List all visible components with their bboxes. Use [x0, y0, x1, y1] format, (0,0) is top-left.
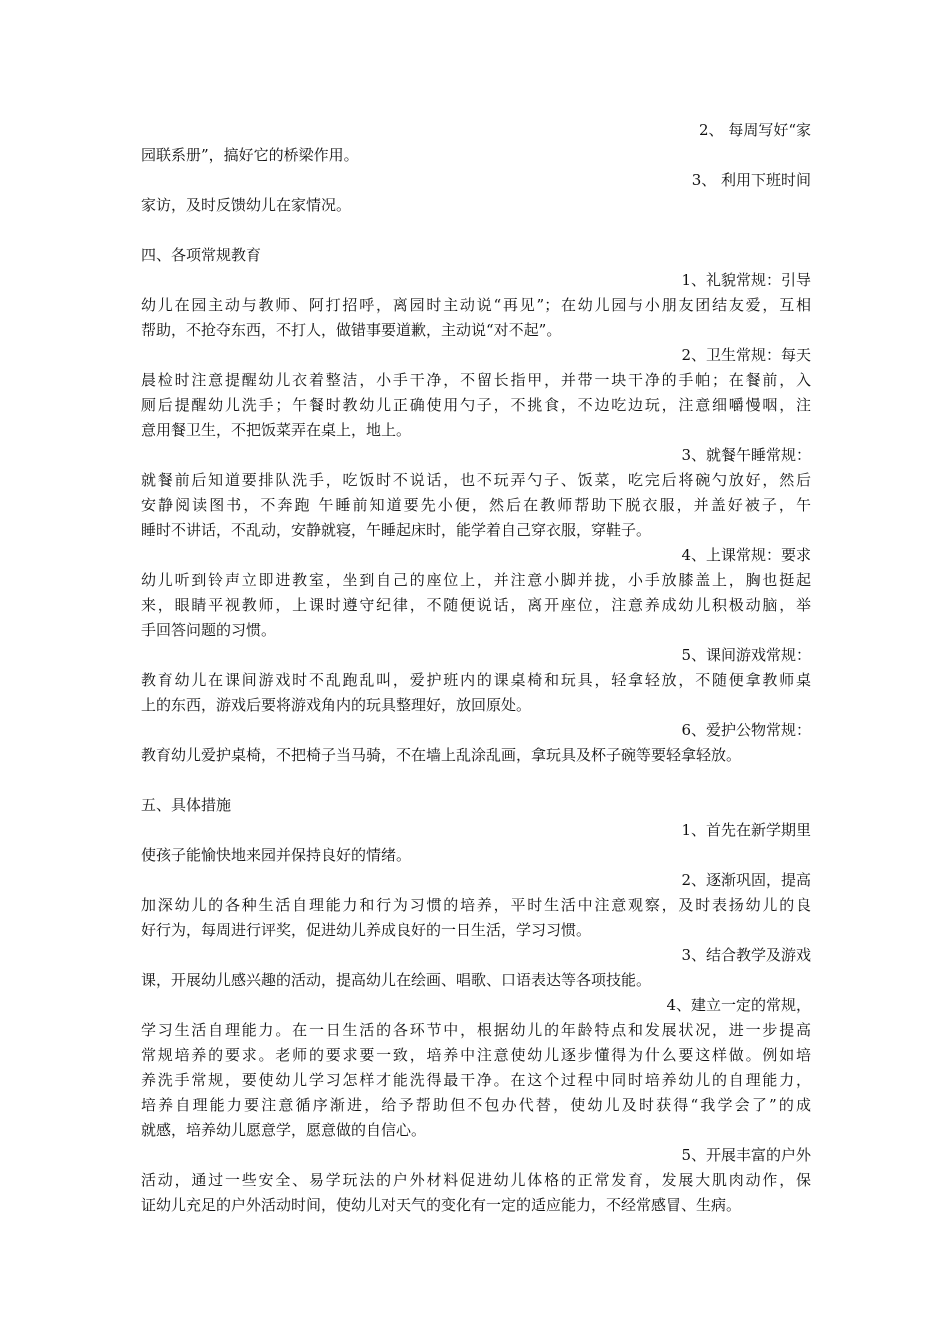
- item-line: 常规培养的要求。老师的要求要一致，培养中注意使幼儿逐步懂得为什么要这样做。例如培: [141, 1046, 811, 1064]
- routine-item-5: [141, 643, 811, 718]
- item-line: 园联系册”，搞好它的桥梁作用。: [141, 146, 359, 164]
- item-lead: 5、课间游戏常规：: [681, 646, 811, 664]
- item-line: 上的东西，游戏后要将游戏角内的玩具整理好，放回原处。: [141, 696, 532, 714]
- item-line: 养洗手常规，要使幼儿学习怎样才能洗得最干净。在这个过程中同时培养幼儿的自理能力，: [141, 1071, 811, 1089]
- item-line: 使孩子能愉快地来园并保持良好的情绪。: [141, 846, 412, 864]
- item-lead: 1、首先在新学期里: [681, 821, 811, 839]
- item-lead: 2、逐渐巩固，提高: [681, 871, 811, 889]
- item-line: 学习生活自理能力。在一日生活的各环节中，根据幼儿的年龄特点和发展状况，进一步提高: [141, 1021, 811, 1039]
- item-line: 厕后提醒幼儿洗手；午餐时教幼儿正确使用勺子，不挑食，不边吃边玩，注意细嚼慢咽，注: [141, 396, 811, 414]
- item-lead: 3、就餐午睡常规：: [681, 446, 811, 464]
- item-line: 意用餐卫生，不把饭菜弄在桌上，地上。: [141, 421, 412, 439]
- item-line: 教育幼儿在课间游戏时不乱跑乱叫，爱护班内的课桌椅和玩具，轻拿轻放，不随便拿教师桌: [141, 671, 811, 689]
- item-line: 好行为，每周进行评奖，促进幼儿养成良好的一日生活，学习习惯。: [141, 921, 592, 939]
- routine-item-6: [141, 718, 811, 768]
- item-lead: 4、建立一定的常规，: [666, 996, 811, 1014]
- item-lead: 3、结合教学及游戏: [681, 946, 811, 964]
- item-lead: 5、开展丰富的户外: [681, 1146, 811, 1164]
- measures-item-5: [141, 1143, 811, 1218]
- family-item-2: [141, 118, 811, 168]
- item-lead: 3、 利用下班时间: [691, 171, 811, 189]
- item-line: 教育幼儿爱护桌椅，不把椅子当马骑，不在墙上乱涂乱画，拿玩具及杯子碗等要轻拿轻放。: [141, 746, 742, 764]
- item-line: 来，眼睛平视教师，上课时遵守纪律，不随便说话，离开座位，注意养成幼儿积极动脑，举: [141, 596, 811, 614]
- item-lead: 2、卫生常规：每天: [681, 346, 811, 364]
- routine-item-3: [141, 443, 811, 543]
- measures-item-3: [141, 943, 811, 993]
- item-lead: 2、 每周写好“家: [699, 121, 811, 139]
- item-line: 培养自理能力要注意循序渐进，给予帮助但不包办代替，使幼儿及时获得“我学会了”的成: [141, 1096, 811, 1114]
- item-lead: 4、上课常规：要求: [681, 546, 811, 564]
- family-item-3: [141, 168, 811, 218]
- measures-item-4: [141, 993, 811, 1143]
- item-line: 帮助，不抢夺东西，不打人，做错事要道歉，主动说“对不起”。: [141, 321, 562, 339]
- item-line: 活动，通过一些安全、易学玩法的户外材料促进幼儿体格的正常发育，发展大肌肉动作，保: [141, 1171, 811, 1189]
- section-heading-routine: 四、各项常规教育: [141, 246, 262, 264]
- measures-item-2: [141, 868, 811, 943]
- document-page: [141, 118, 811, 1218]
- item-line: 睡时不讲话，不乱动，安静就寝，午睡起床时，能学着自己穿衣服，穿鞋子。: [141, 521, 652, 539]
- item-line: 安静阅读图书，不奔跑 午睡前知道要先小便，然后在教师帮助下脱衣服，并盖好被子，午: [141, 496, 811, 514]
- item-lead: 6、爱护公物常规：: [681, 721, 811, 739]
- item-line: 幼儿听到铃声立即进教室，坐到自己的座位上，并注意小脚并拢，小手放膝盖上，胸也挺起: [141, 571, 811, 589]
- item-line: 就感，培养幼儿愿意学，愿意做的自信心。: [141, 1121, 427, 1139]
- item-line: 加深幼儿的各种生活自理能力和行为习惯的培养，平时生活中注意观察，及时表扬幼儿的良: [141, 896, 811, 914]
- item-line: 就餐前后知道要排队洗手，吃饭时不说话，也不玩弄勺子、饭菜，吃完后将碗勺放好，然后: [141, 471, 811, 489]
- routine-item-2: [141, 343, 811, 443]
- section-heading-measures: 五、具体措施: [141, 796, 232, 814]
- item-line: 证幼儿充足的户外活动时间，使幼儿对天气的变化有一定的适应能力，不经常感冒、生病。: [141, 1196, 742, 1214]
- spacer: [141, 768, 811, 793]
- measures-item-1: [141, 818, 811, 868]
- routine-item-1: [141, 268, 811, 343]
- routine-item-4: [141, 543, 811, 643]
- item-line: 幼儿在园主动与教师、阿打招呼，离园时主动说“再见”；在幼儿园与小朋友团结友爱，互相: [141, 296, 811, 314]
- spacer: [141, 218, 811, 243]
- item-line: 课，开展幼儿感兴趣的活动，提高幼儿在绘画、唱歌、口语表达等各项技能。: [141, 971, 652, 989]
- item-line: 手回答问题的习惯。: [141, 621, 277, 639]
- item-line: 晨检时注意提醒幼儿衣着整洁，小手干净，不留长指甲，并带一块干净的手帕；在餐前，入: [141, 371, 811, 389]
- item-line: 家访，及时反馈幼儿在家情况。: [141, 196, 352, 214]
- item-lead: 1、礼貌常规：引导: [681, 271, 811, 289]
